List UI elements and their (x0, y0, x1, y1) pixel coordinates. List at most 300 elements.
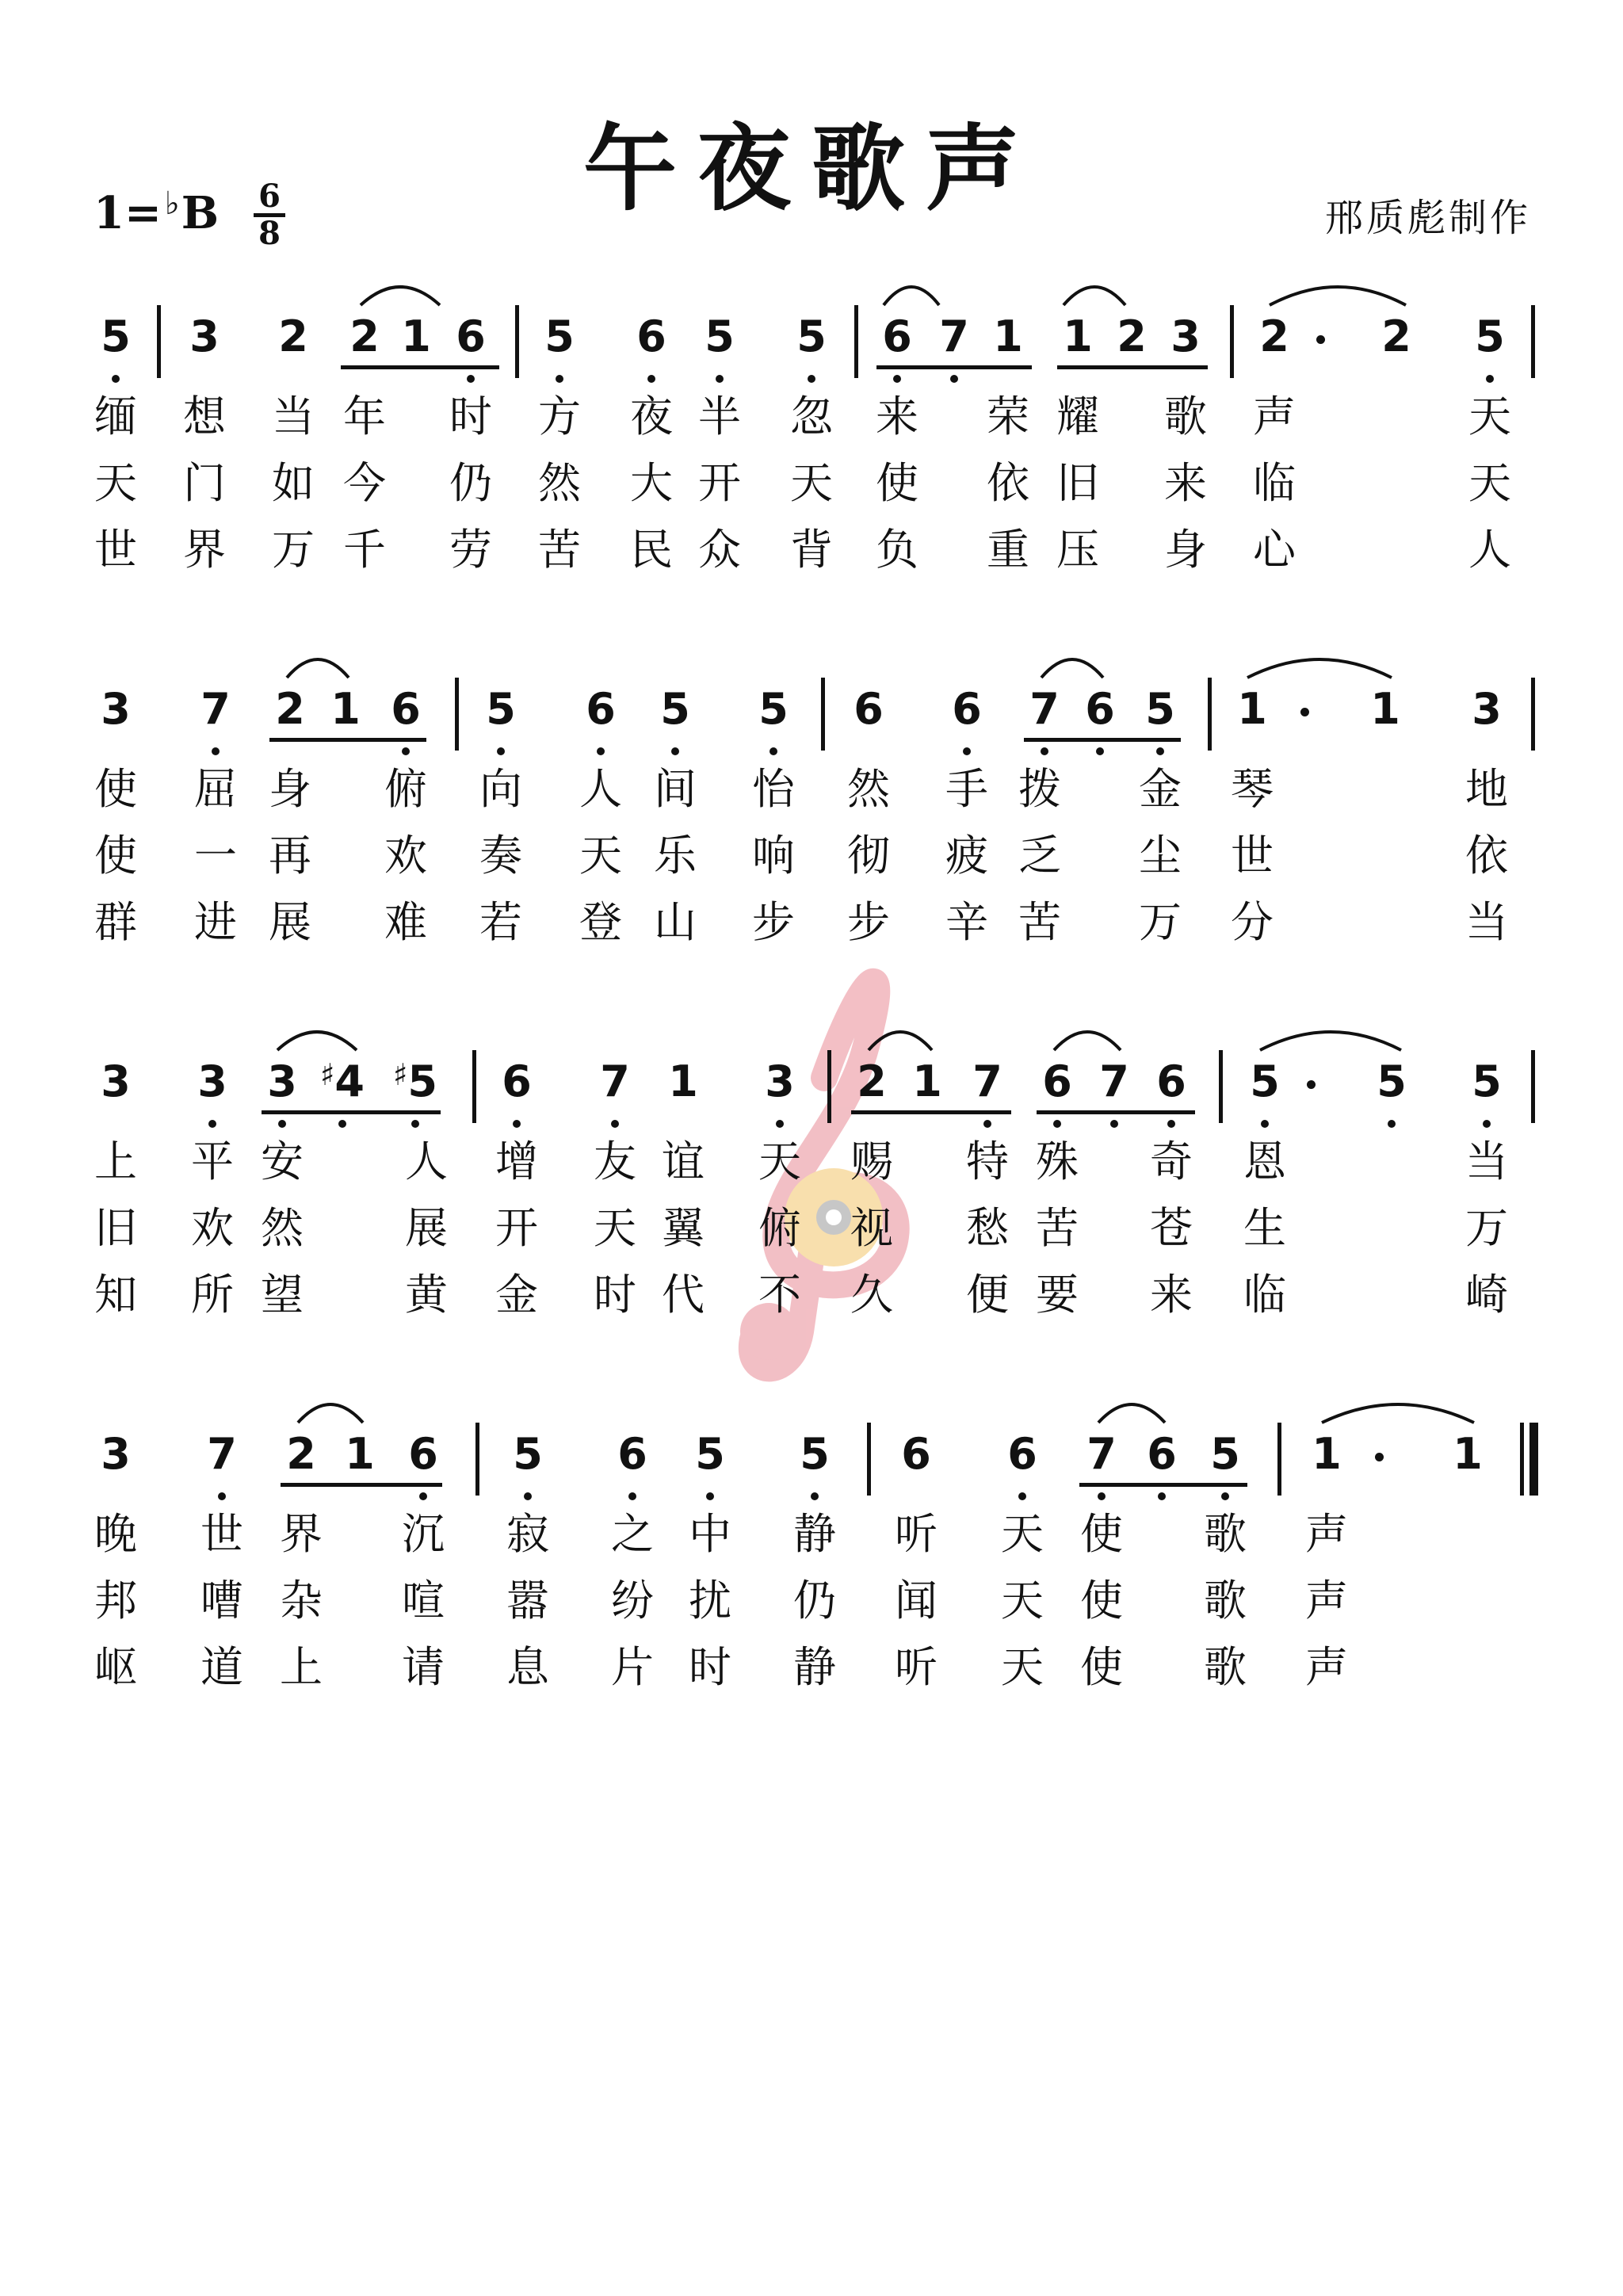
lyric-char: 声 (1305, 1576, 1348, 1626)
arranger-credit: 邢质彪制作 (1324, 196, 1531, 240)
barline (1531, 1050, 1535, 1123)
lyric-char: 所 (191, 1270, 234, 1320)
lyric-char: 来 (1164, 458, 1207, 508)
slur-tie (1098, 1404, 1165, 1423)
lyric-char: 友 (594, 1137, 636, 1186)
note-digit: 6 (408, 1429, 438, 1479)
lyric-char: 安 (261, 1137, 304, 1186)
lyric-char: 奏 (479, 831, 522, 881)
jianpu-note (1465, 686, 1509, 733)
eighth-underline (1079, 1483, 1247, 1487)
lower-octave-dot (467, 375, 475, 383)
jianpu-note (1374, 313, 1419, 361)
lyric-char: 今 (343, 458, 386, 508)
lyric-char: 久 (850, 1270, 893, 1320)
lyric-char: 嚣 (506, 1576, 549, 1626)
note-digit: 1 (401, 311, 431, 361)
jianpu-note (986, 313, 1030, 361)
note-digit: 5 (1210, 1429, 1240, 1479)
lyric-char: 步 (847, 897, 890, 947)
lower-octave-dot (1110, 1120, 1118, 1128)
lower-octave-dot (1096, 747, 1104, 755)
lower-octave-dot (706, 1492, 714, 1500)
lyric-char: 手 (945, 764, 988, 814)
note-digit: 5 (796, 311, 827, 361)
jianpu-note (506, 1431, 550, 1478)
lower-octave-dot (671, 747, 679, 755)
lower-octave-dot (983, 1120, 991, 1128)
jianpu-note (688, 1431, 732, 1478)
jianpu-note (401, 1431, 445, 1478)
lower-octave-dot (1098, 1492, 1106, 1500)
time-signature-bottom: 8 (258, 215, 281, 252)
lyric-char: 万 (1465, 1203, 1508, 1253)
note-digit: 3 (189, 311, 220, 361)
jianpu-note (579, 686, 623, 733)
lyric-char: 扰 (689, 1576, 731, 1626)
lyric-char: 步 (752, 897, 795, 947)
note-digit: 6 (854, 684, 884, 734)
slur-tie (1054, 1032, 1121, 1050)
lyric-char: 使 (1080, 1642, 1123, 1692)
barline (827, 1050, 831, 1123)
lyric-char: 压 (1056, 525, 1099, 575)
lyric-char: 疲 (945, 831, 988, 881)
time-signature-top: 6 (258, 178, 281, 215)
lyric-char: 歌 (1204, 1642, 1247, 1692)
slur-tie (869, 1032, 932, 1050)
barline (1531, 678, 1535, 751)
jianpu-note (260, 1058, 304, 1106)
jianpu-note (394, 313, 438, 361)
lyric-char: 仍 (449, 458, 492, 508)
jianpu-note (190, 1058, 235, 1106)
jianpu-note (1203, 1431, 1247, 1478)
jianpu-note (846, 686, 891, 733)
lyric-char: 代 (662, 1270, 705, 1320)
jianpu-note (1056, 313, 1100, 361)
lyric-char: 中 (689, 1509, 731, 1559)
lyric-char: 殊 (1036, 1137, 1079, 1186)
lyric-char: 忽 (790, 392, 833, 441)
jianpu-note (653, 686, 697, 733)
barline (472, 1050, 476, 1123)
lyric-char: 邦 (94, 1576, 137, 1626)
note-digit: 6 (901, 1429, 931, 1479)
note-digit: 1 (345, 1429, 375, 1479)
note-digit: 6 (1007, 1429, 1037, 1479)
lyric-char: 寂 (506, 1509, 549, 1559)
lyric-char: 沉 (402, 1509, 445, 1559)
note-digit: 5 (705, 311, 735, 361)
augmentation-dot (1300, 708, 1309, 716)
slur-tie (287, 659, 349, 678)
slur-tie (1247, 659, 1392, 678)
lyric-char: 然 (538, 458, 581, 508)
lower-octave-dot (338, 1120, 346, 1128)
note-digit: 1 (1063, 311, 1093, 361)
lower-octave-dot (497, 747, 505, 755)
jianpu-note (610, 1431, 655, 1478)
jianpu-note (268, 686, 312, 733)
lyric-char: 翼 (662, 1203, 705, 1253)
jianpu-note (1078, 686, 1122, 733)
lyric-char: 苦 (1036, 1203, 1079, 1253)
note-digit: 5 (513, 1429, 543, 1479)
lyric-char: 千 (343, 525, 386, 575)
lyric-char: 当 (272, 392, 315, 441)
note-digit: 6 (617, 1429, 647, 1479)
lower-octave-dot (1483, 1120, 1491, 1128)
note-digit: 5 (1250, 1056, 1280, 1106)
lyric-char: 间 (654, 764, 697, 814)
lyric-char: 闻 (895, 1576, 938, 1626)
note-digit: 5 (695, 1429, 725, 1479)
lyric-char: 苦 (538, 525, 581, 575)
jianpu-note (94, 313, 138, 361)
note-digit: 2 (275, 684, 305, 734)
note-digit: 1 (1237, 684, 1267, 734)
lyric-char: 使 (1080, 1509, 1123, 1559)
lyric-char: 乐 (654, 831, 697, 881)
lyric-char: 知 (94, 1270, 137, 1320)
jianpu-note (1149, 1058, 1193, 1106)
lyric-char: 万 (272, 525, 315, 575)
lyric-char: 琴 (1231, 764, 1274, 814)
lyric-char: 开 (495, 1203, 538, 1253)
note-digit: 3 (101, 1429, 131, 1479)
jianpu-note (629, 313, 674, 361)
lyric-char: 静 (793, 1509, 836, 1559)
lyric-char: 道 (200, 1642, 243, 1692)
lower-octave-dot (769, 747, 777, 755)
lyric-char: 人 (1468, 525, 1511, 575)
lyric-char: 来 (876, 392, 918, 441)
augmentation-dot (1375, 1453, 1384, 1461)
note-digit: 5 (1377, 1056, 1407, 1106)
lower-octave-dot (808, 375, 815, 383)
lower-octave-dot (1388, 1120, 1396, 1128)
note-digit: 3 (1170, 311, 1201, 361)
eighth-underline (1024, 738, 1181, 742)
lyric-char: 然 (847, 764, 890, 814)
note-digit: 5 (407, 1056, 437, 1106)
lower-octave-dot (1261, 1120, 1269, 1128)
lower-octave-dot (556, 375, 563, 383)
lyric-char: 界 (280, 1509, 323, 1559)
note-digit: 2 (1381, 311, 1411, 361)
lyric-char: 如 (272, 458, 315, 508)
barline (455, 678, 459, 751)
jianpu-note (1035, 1058, 1079, 1106)
lyric-char: 岖 (94, 1642, 137, 1692)
augmentation-dot (1307, 1080, 1316, 1089)
lyric-char: 片 (611, 1642, 654, 1692)
jianpu-note (789, 313, 834, 361)
note-digit: 7 (972, 1056, 1002, 1106)
lyric-char: 时 (689, 1642, 731, 1692)
lyric-char: 劳 (449, 525, 492, 575)
note-digit: 1 (1370, 684, 1400, 734)
note-digit: 6 (1147, 1429, 1177, 1479)
jianpu-note (1109, 313, 1154, 361)
barline (1230, 305, 1234, 378)
lyric-char: 使 (94, 831, 137, 881)
jianpu-note (94, 1058, 138, 1106)
jianpu-note (338, 1431, 382, 1478)
lyric-char: 依 (1465, 831, 1508, 881)
jianpu-note (593, 1058, 637, 1106)
barline (157, 305, 161, 378)
lyric-char: 依 (987, 458, 1029, 508)
eighth-underline (1037, 1110, 1195, 1114)
lower-octave-dot (1156, 747, 1164, 755)
barline (1219, 1050, 1223, 1123)
lyric-char: 使 (1080, 1576, 1123, 1626)
barline (515, 305, 519, 378)
lower-octave-dot (893, 375, 901, 383)
lyric-char: 谊 (662, 1137, 705, 1186)
lyric-char: 来 (1150, 1270, 1193, 1320)
lyric-char: 尘 (1139, 831, 1182, 881)
lower-octave-dot (716, 375, 724, 383)
jianpu-note (697, 313, 742, 361)
lyric-char: 黄 (405, 1270, 448, 1320)
lyric-char: 愁 (966, 1203, 1009, 1253)
lower-octave-dot (419, 1492, 427, 1500)
jianpu-note (342, 313, 387, 361)
lyric-char: 天 (1001, 1509, 1044, 1559)
note-digit: 1 (993, 311, 1023, 361)
lower-octave-dot (1486, 375, 1494, 383)
slur-tie (1064, 287, 1125, 305)
note-digit: 3 (1472, 684, 1502, 734)
note-digit: 6 (586, 684, 616, 734)
note-digit: 2 (349, 311, 380, 361)
lyric-char: 请 (402, 1642, 445, 1692)
note-digit: 7 (1099, 1056, 1129, 1106)
note-digit: 7 (200, 684, 231, 734)
lyric-char: 欢 (191, 1203, 234, 1253)
jianpu-note (751, 686, 796, 733)
lyric-char: 天 (94, 458, 137, 508)
jianpu-note (1092, 1058, 1136, 1106)
note-digit: 2 (1259, 311, 1289, 361)
lyric-char: 使 (876, 458, 918, 508)
jianpu-note (94, 686, 138, 733)
note-digit: 3 (101, 684, 131, 734)
jianpu-note (193, 686, 238, 733)
slur-tie (1270, 287, 1406, 305)
lyric-char: 当 (1465, 897, 1508, 947)
lyric-char: 负 (876, 525, 918, 575)
eighth-underline (262, 1110, 441, 1114)
final-barline-thin (1520, 1423, 1524, 1496)
lyric-char: 山 (654, 897, 697, 947)
slur-tie (298, 1404, 363, 1423)
lyric-char: 之 (611, 1509, 654, 1559)
lyric-char: 俯 (384, 764, 427, 814)
note-digit: 5 (1472, 1056, 1502, 1106)
lyric-char: 赐 (850, 1137, 893, 1186)
lyric-char: 人 (405, 1137, 448, 1186)
note-digit: 1 (1312, 1429, 1342, 1479)
jianpu-note (320, 1058, 365, 1106)
lyric-char: 崎 (1465, 1270, 1508, 1320)
note-digit: 7 (207, 1429, 237, 1479)
jianpu-note (1252, 313, 1296, 361)
lyric-char: 临 (1253, 458, 1296, 508)
note-digit: 6 (502, 1056, 532, 1106)
lyric-char: 群 (94, 897, 137, 947)
note-digit: 5 (101, 311, 131, 361)
lower-octave-dot (1018, 1492, 1026, 1500)
jianpu-note (495, 1058, 539, 1106)
lyric-char: 时 (449, 392, 492, 441)
lyric-char: 奇 (1150, 1137, 1193, 1186)
lyric-char: 上 (280, 1642, 323, 1692)
note-digit: 4 (334, 1056, 365, 1106)
jianpu-note (94, 1431, 138, 1478)
lyric-char: 想 (183, 392, 226, 441)
slur-tie (1041, 659, 1103, 678)
lyric-char: 特 (966, 1137, 1009, 1186)
lower-octave-dot (278, 1120, 286, 1128)
lyric-char: 夜 (630, 392, 673, 441)
lyric-char: 喧 (402, 1576, 445, 1626)
lyric-char: 天 (1468, 458, 1511, 508)
lower-octave-dot (1041, 747, 1048, 755)
lyric-char: 恩 (1243, 1137, 1286, 1186)
lyric-char: 天 (1001, 1576, 1044, 1626)
note-digit: 3 (197, 1056, 227, 1106)
lower-octave-dot (524, 1492, 532, 1500)
lyric-char: 旧 (1056, 458, 1099, 508)
lyric-char: 视 (850, 1203, 893, 1253)
jianpu-note (1304, 1431, 1349, 1478)
lower-octave-dot (212, 747, 220, 755)
lyric-char: 便 (966, 1270, 1009, 1320)
lyric-char: 静 (793, 1642, 836, 1692)
lower-octave-dot (647, 375, 655, 383)
lyric-char: 进 (194, 897, 237, 947)
note-digit: 7 (1029, 684, 1060, 734)
lyric-char: 金 (495, 1270, 538, 1320)
lyric-char: 分 (1231, 897, 1274, 947)
jianpu-note (1465, 1058, 1509, 1106)
lyric-char: 临 (1243, 1270, 1286, 1320)
lyric-char: 金 (1139, 764, 1182, 814)
slur-tie (1260, 1032, 1401, 1050)
lower-octave-dot (963, 747, 971, 755)
lyric-char: 歌 (1204, 1576, 1247, 1626)
eighth-underline (851, 1110, 1011, 1114)
jianpu-note (1445, 1431, 1490, 1478)
lyric-char: 方 (538, 392, 581, 441)
jianpu-note (758, 1058, 802, 1106)
note-digit: 5 (660, 684, 690, 734)
lower-octave-dot (776, 1120, 784, 1128)
note-digit: 6 (456, 311, 486, 361)
lyric-char: 缅 (94, 392, 137, 441)
note-digit: 7 (1086, 1429, 1117, 1479)
jianpu-note (875, 313, 919, 361)
lyric-char: 天 (1001, 1642, 1044, 1692)
lyric-char: 怡 (752, 764, 795, 814)
lyric-char: 拨 (1018, 764, 1061, 814)
note-digit: 3 (101, 1056, 131, 1106)
barline (1531, 305, 1535, 378)
jianpu-note (449, 313, 493, 361)
jianpu-note (1163, 313, 1208, 361)
barline (854, 305, 858, 378)
jianpu-note (384, 686, 428, 733)
lower-octave-dot (1221, 1492, 1229, 1500)
jianpu-note (323, 686, 368, 733)
augmentation-dot (1316, 335, 1325, 344)
barline (821, 678, 825, 751)
lyric-char: 上 (94, 1137, 137, 1186)
lyric-char: 展 (269, 897, 311, 947)
lyric-char: 歌 (1204, 1509, 1247, 1559)
jianpu-note (1000, 1431, 1044, 1478)
note-digit: 3 (267, 1056, 297, 1106)
jianpu-note (200, 1431, 244, 1478)
lyric-char: 人 (579, 764, 622, 814)
note-digit: 6 (952, 684, 982, 734)
lower-octave-dot (513, 1120, 521, 1128)
lyric-char: 门 (183, 458, 226, 508)
note-digit: 1 (330, 684, 361, 734)
note-digit: 6 (391, 684, 421, 734)
lyric-char: 若 (479, 897, 522, 947)
lower-octave-dot (1158, 1492, 1166, 1500)
lyric-char: 旧 (94, 1203, 137, 1253)
note-digit: 2 (278, 311, 308, 361)
note-digit: 5 (1145, 684, 1175, 734)
lyric-char: 当 (1465, 1137, 1508, 1186)
jianpu-note (1468, 313, 1512, 361)
lyric-char: 使 (94, 764, 137, 814)
lyric-char: 半 (698, 392, 741, 441)
lyric-char: 登 (579, 897, 622, 947)
note-digit: 5 (486, 684, 516, 734)
lyric-char: 辛 (945, 897, 988, 947)
jianpu-note (1138, 686, 1182, 733)
jianpu-note (945, 686, 989, 733)
lyric-char: 背 (790, 525, 833, 575)
jianpu-note (661, 1058, 705, 1106)
jianpu-note (1363, 686, 1407, 733)
lyric-char: 万 (1139, 897, 1182, 947)
lyric-char: 民 (630, 525, 673, 575)
lower-octave-dot (597, 747, 605, 755)
lyric-char: 杂 (280, 1576, 323, 1626)
jianpu-note (1079, 1431, 1124, 1478)
barline (867, 1423, 871, 1496)
lower-octave-dot (1167, 1120, 1175, 1128)
note-digit: 6 (1156, 1056, 1186, 1106)
jianpu-note (479, 686, 523, 733)
jianpu-note (1243, 1058, 1287, 1106)
lyric-char: 地 (1465, 764, 1508, 814)
lyric-char: 身 (269, 764, 311, 814)
lyric-char: 天 (1468, 392, 1511, 441)
lyric-char: 身 (1164, 525, 1207, 575)
lyric-char: 嘈 (200, 1576, 243, 1626)
jianpu-note (182, 313, 227, 361)
barline (1208, 678, 1212, 751)
